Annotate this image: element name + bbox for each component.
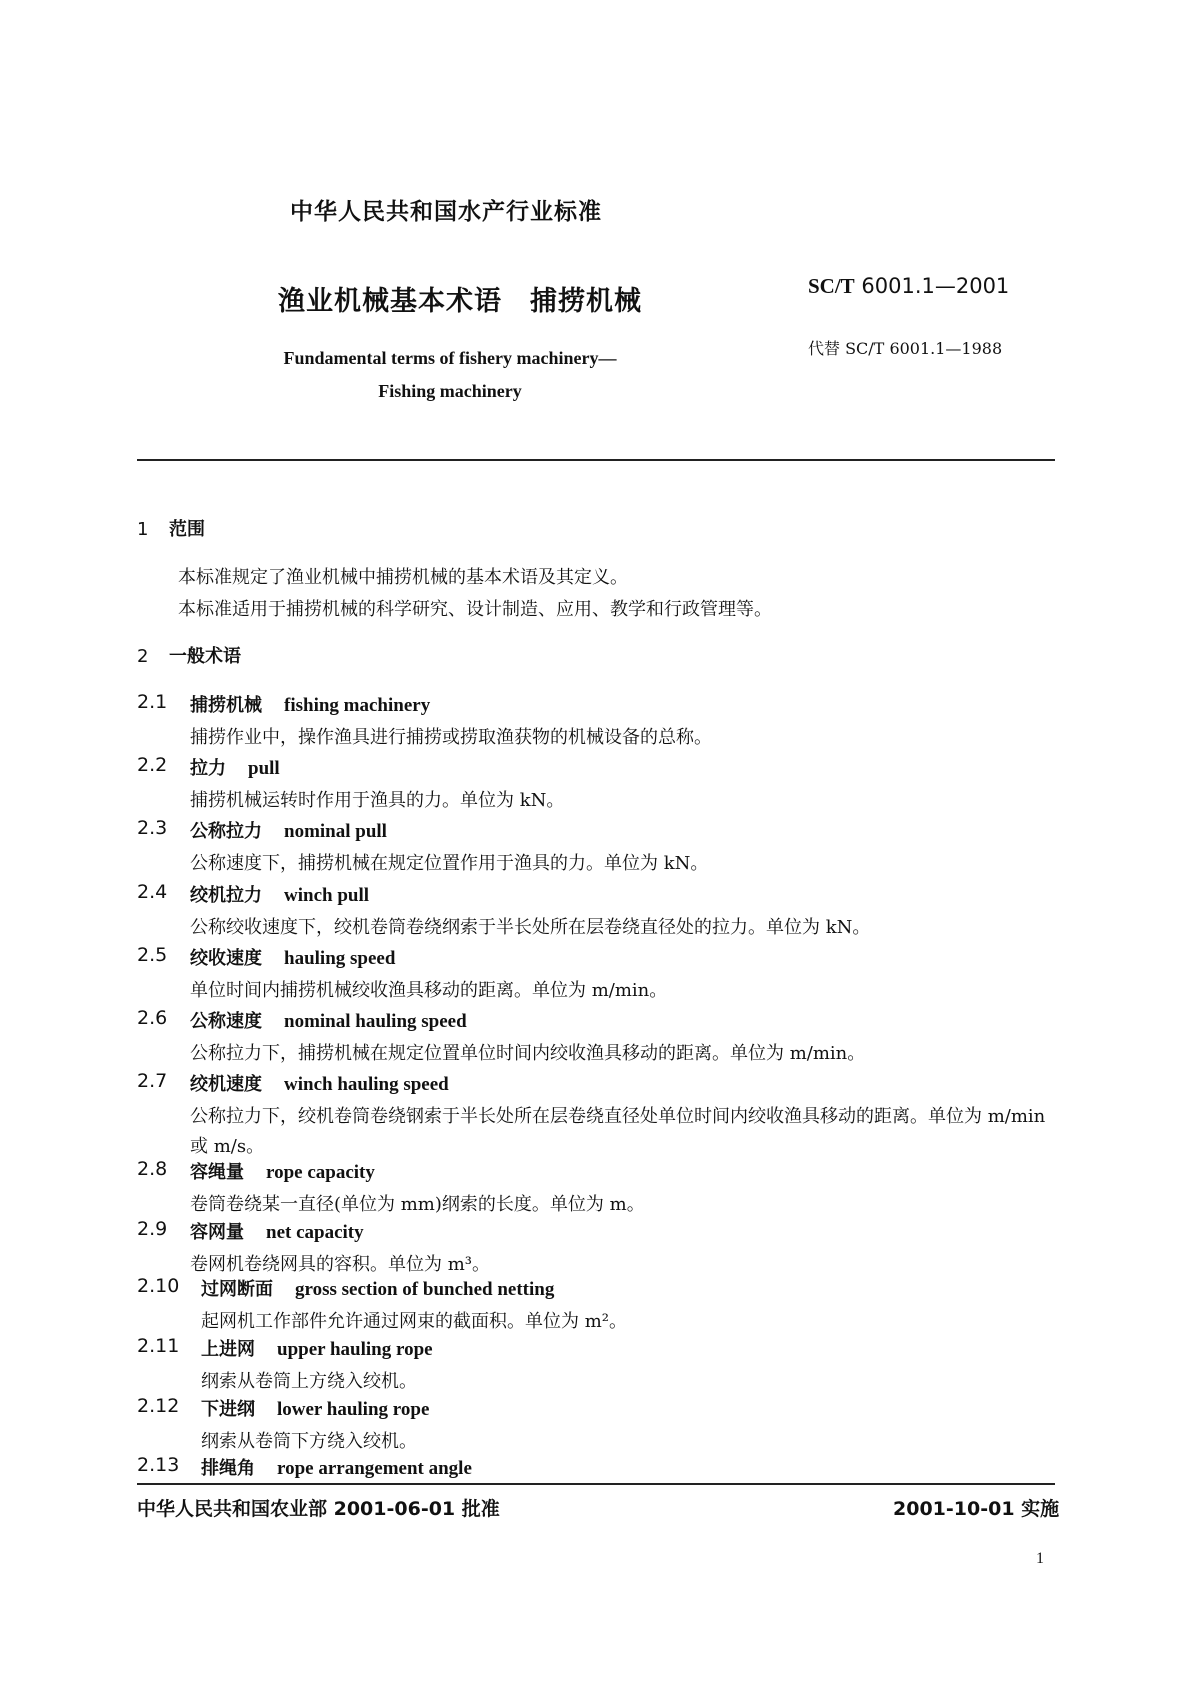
term-en: fishing machinery bbox=[284, 695, 431, 716]
section-2-number: 2 bbox=[137, 646, 149, 667]
term-cn: 排绳角 bbox=[201, 1458, 255, 1479]
replaces-note: 代替 SC/T 6001.1—1988 bbox=[808, 339, 1003, 358]
standard-code-prefix: SC/T bbox=[808, 274, 855, 298]
title-en-line1: Fundamental terms of fishery machinery— bbox=[283, 348, 617, 368]
term-en: hauling speed bbox=[284, 948, 396, 969]
page-number: 1 bbox=[1036, 1550, 1044, 1567]
term-cn: 捕捞机械 bbox=[190, 695, 262, 716]
term-en: winch pull bbox=[284, 885, 370, 906]
term-definition: 公称绞收速度下，绞机卷筒卷绕纲索于半长处所在层卷绕直径处的拉力。单位为 kN。 bbox=[190, 917, 871, 938]
term-number: 2.3 bbox=[137, 817, 168, 839]
term-number: 2.4 bbox=[137, 881, 168, 903]
scope-paragraph-1: 本标准规定了渔业机械中捕捞机械的基本术语及其定义。 bbox=[178, 567, 628, 588]
term-en: winch hauling speed bbox=[284, 1074, 449, 1095]
section-1-number: 1 bbox=[137, 519, 149, 540]
section-1-title: 范围 bbox=[169, 519, 205, 540]
footer-divider bbox=[137, 1483, 1055, 1485]
term-en: nominal pull bbox=[284, 821, 387, 842]
term-definition: 公称速度下，捕捞机械在规定位置作用于渔具的力。单位为 kN。 bbox=[190, 853, 709, 874]
term-number: 2.13 bbox=[137, 1454, 180, 1476]
standard-class: 中华人民共和国水产行业标准 bbox=[290, 199, 602, 225]
term-en: rope arrangement angle bbox=[277, 1458, 472, 1479]
scope-paragraph-2: 本标准适用于捕捞机械的科学研究、设计制造、应用、教学和行政管理等。 bbox=[178, 599, 772, 620]
term-cn: 绞收速度 bbox=[190, 948, 262, 969]
term-cn: 公称速度 bbox=[190, 1011, 262, 1032]
term-en: nominal hauling speed bbox=[284, 1011, 467, 1032]
term-cn: 上进网 bbox=[201, 1339, 255, 1360]
term-en: gross section of bunched netting bbox=[295, 1279, 555, 1300]
term-en: pull bbox=[248, 758, 280, 779]
term-definition: 纲索从卷筒下方绕入绞机。 bbox=[201, 1431, 417, 1452]
term-number: 2.6 bbox=[137, 1007, 168, 1029]
term-number: 2.1 bbox=[137, 691, 168, 713]
term-number: 2.11 bbox=[137, 1335, 180, 1357]
term-definition: 起网机工作部件允许通过网束的截面积。单位为 m²。 bbox=[201, 1311, 628, 1332]
approval-note: 中华人民共和国农业部 2001-06-01 批准 bbox=[137, 1498, 500, 1520]
term-number: 2.8 bbox=[137, 1158, 168, 1180]
term-number: 2.10 bbox=[137, 1275, 180, 1297]
term-definition: 公称拉力下，捕捞机械在规定位置单位时间内绞收渔具移动的距离。单位为 m/min。 bbox=[190, 1043, 866, 1064]
term-cn: 过网断面 bbox=[201, 1279, 273, 1300]
term-cn: 绞机拉力 bbox=[190, 885, 262, 906]
term-cn: 容绳量 bbox=[190, 1162, 244, 1183]
document-title-cn: 渔业机械基本术语 捕捞机械 bbox=[278, 286, 642, 317]
term-cn: 容网量 bbox=[190, 1222, 244, 1243]
term-cn: 下进纲 bbox=[201, 1399, 255, 1420]
term-definition: 卷网机卷绕网具的容积。单位为 m³。 bbox=[190, 1254, 491, 1275]
term-definition: 公称拉力下，绞机卷筒卷绕钢索于半长处所在层卷绕直径处单位时间内绞收渔具移动的距离。单位为 m/min 或 m/s。 bbox=[190, 1106, 1046, 1157]
term-en: net capacity bbox=[266, 1222, 364, 1243]
title-en-line2: Fishing machinery bbox=[378, 381, 522, 401]
term-definition: 捕捞机械运转时作用于渔具的力。单位为 kN。 bbox=[190, 790, 565, 811]
section-2-title: 一般术语 bbox=[169, 646, 241, 667]
term-cn: 公称拉力 bbox=[190, 821, 262, 842]
term-definition: 单位时间内捕捞机械绞收渔具移动的距离。单位为 m/min。 bbox=[190, 980, 668, 1001]
term-number: 2.2 bbox=[137, 754, 168, 776]
term-definition: 纲索从卷筒上方绕入绞机。 bbox=[201, 1371, 417, 1392]
standard-code-number: 6001.1—2001 bbox=[861, 274, 1010, 298]
term-en: lower hauling rope bbox=[277, 1399, 430, 1420]
term-number: 2.9 bbox=[137, 1218, 168, 1240]
term-cn: 拉力 bbox=[190, 758, 226, 779]
term-number: 2.12 bbox=[137, 1395, 180, 1417]
term-cn: 绞机速度 bbox=[190, 1074, 262, 1095]
term-number: 2.7 bbox=[137, 1070, 168, 1092]
term-number: 2.5 bbox=[137, 944, 168, 966]
term-en: upper hauling rope bbox=[277, 1339, 433, 1360]
effective-date: 2001-10-01 实施 bbox=[893, 1498, 1060, 1520]
term-en: rope capacity bbox=[266, 1162, 375, 1183]
term-definition: 卷筒卷绕某一直径(单位为 mm)纲索的长度。单位为 m。 bbox=[190, 1194, 645, 1215]
term-definition: 捕捞作业中，操作渔具进行捕捞或捞取渔获物的机械设备的总称。 bbox=[190, 727, 712, 748]
